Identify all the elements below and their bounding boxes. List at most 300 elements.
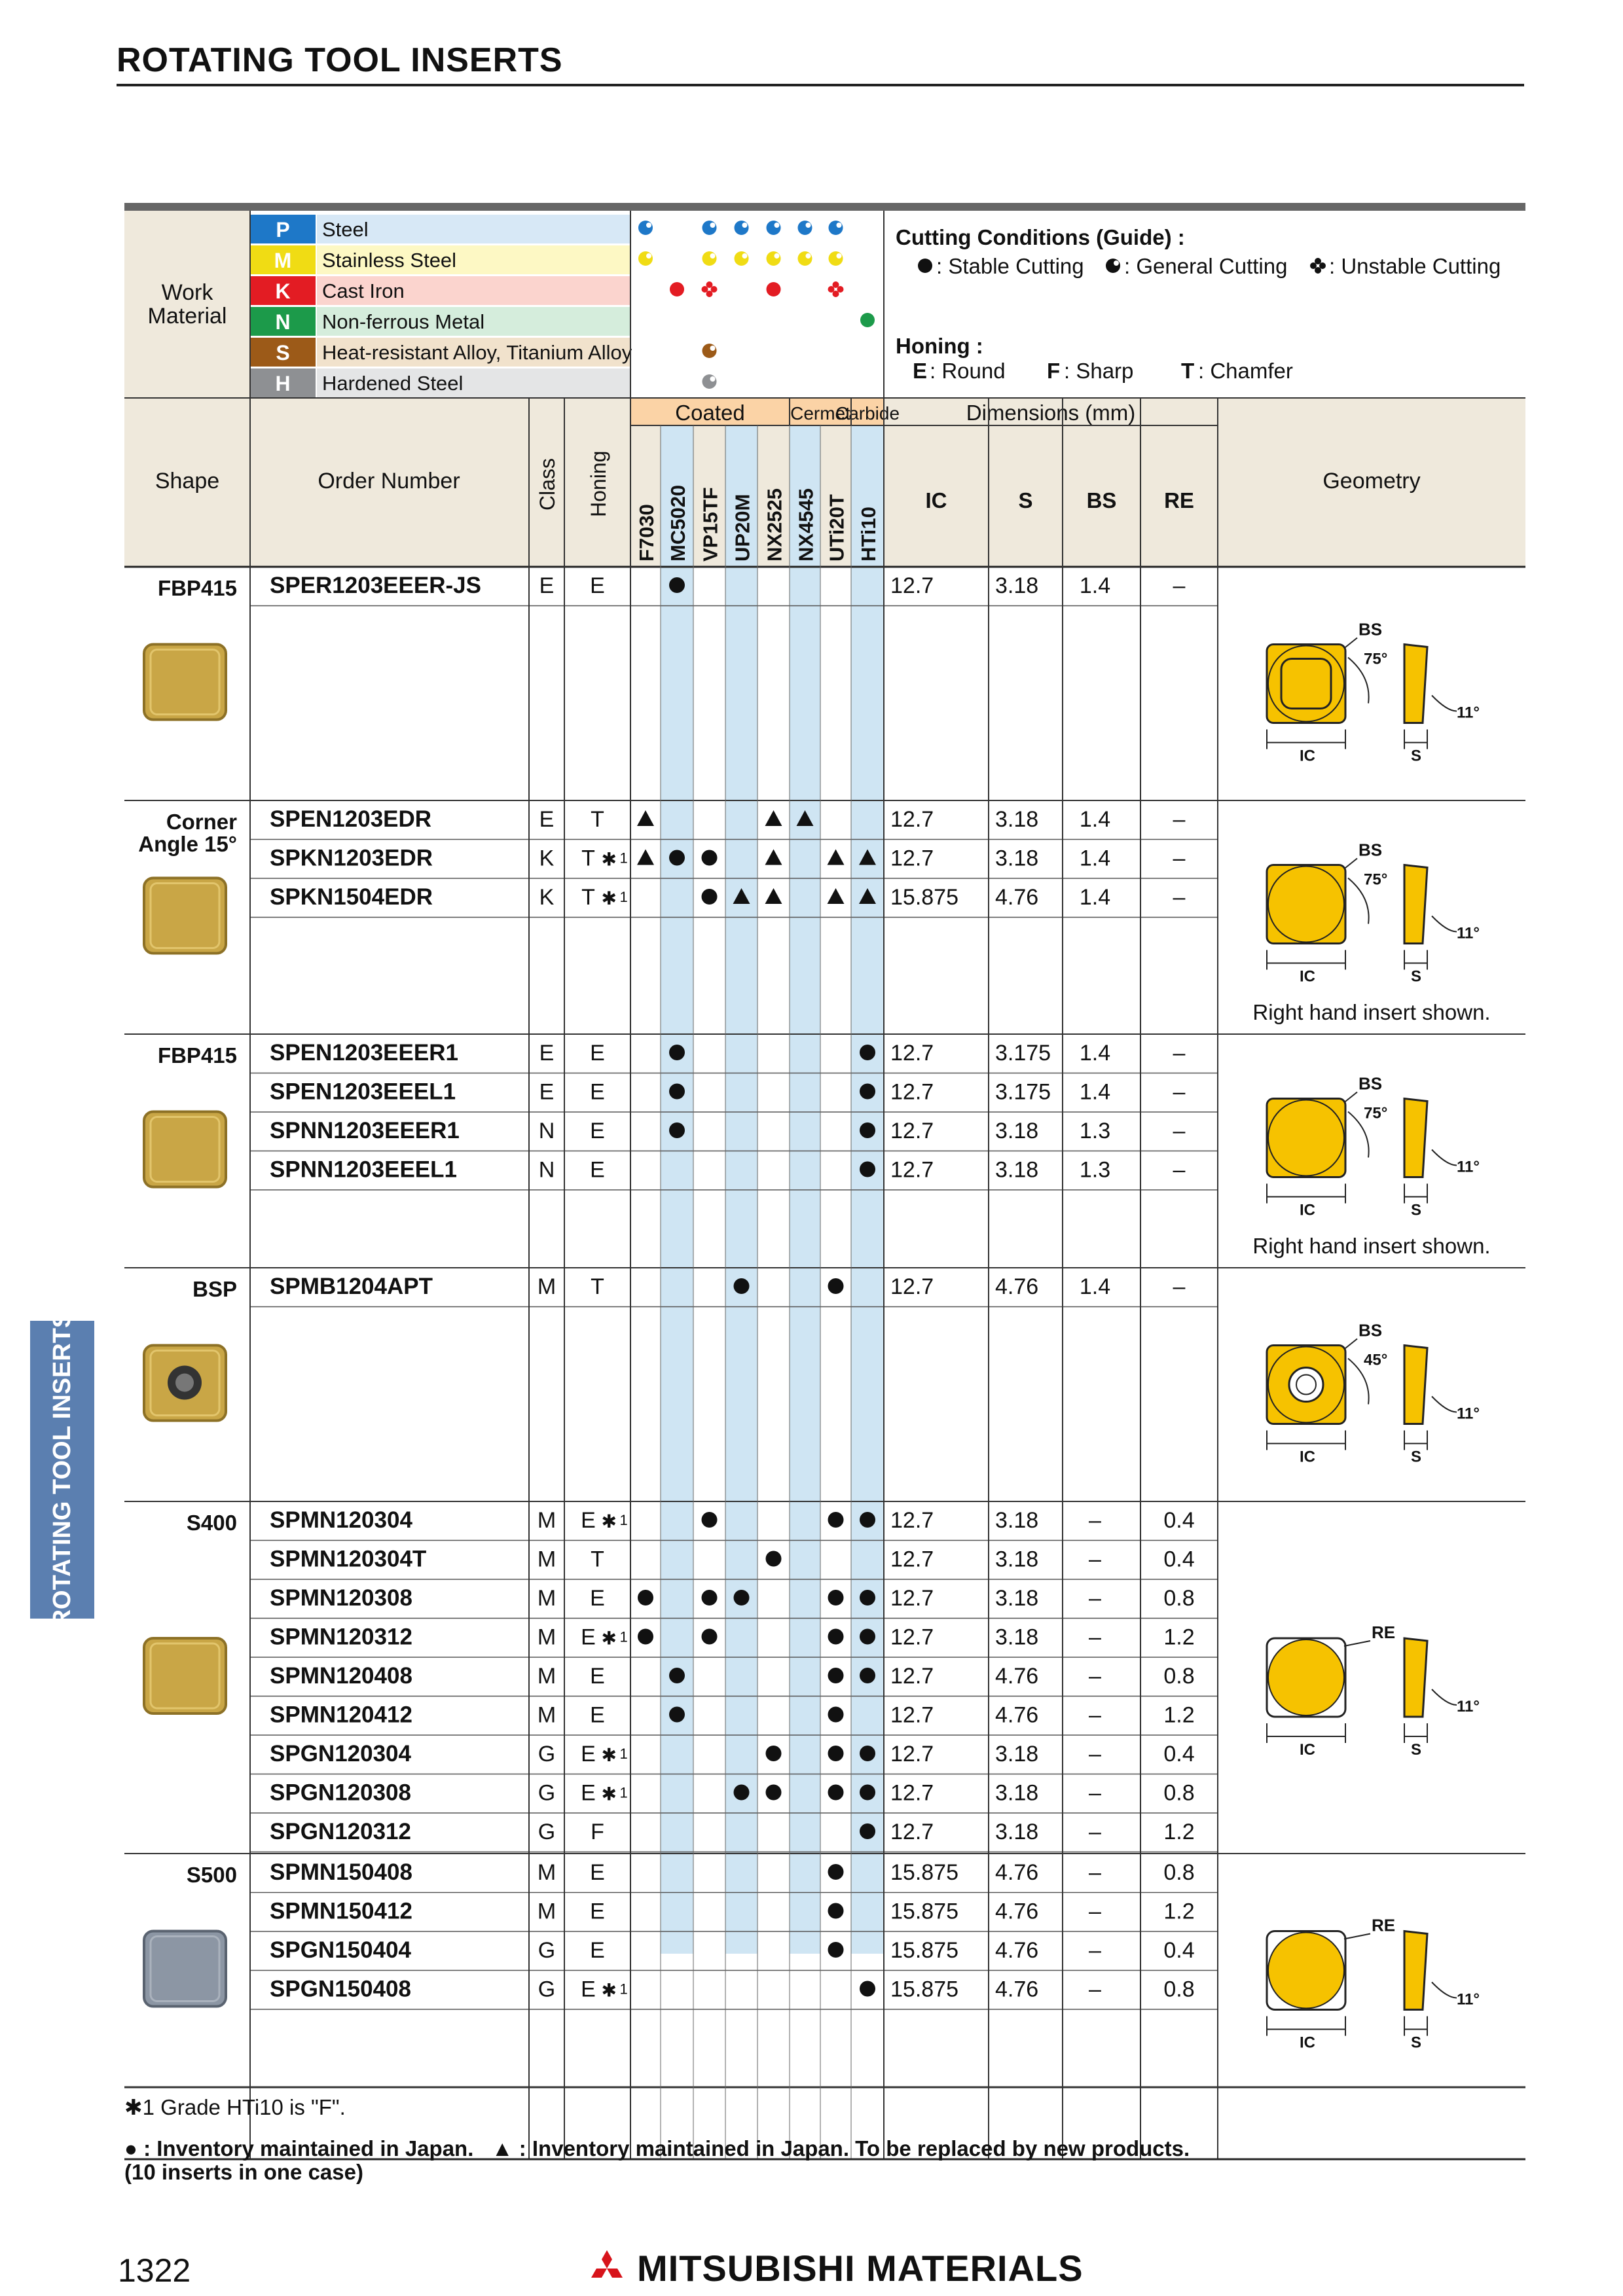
honing-value: E xyxy=(581,1780,596,1806)
asterisk-icon: ✱ xyxy=(601,888,617,908)
stable-mark xyxy=(860,313,875,327)
dim-bs: – xyxy=(1089,1547,1101,1572)
cutting-conditions-title: Cutting Conditions (Guide) : xyxy=(896,225,1185,249)
geometry-drawing xyxy=(1267,840,1480,986)
dim-s: 4.76 xyxy=(995,1664,1039,1689)
header-honing: Honing xyxy=(587,450,610,517)
shape-name: BSP xyxy=(192,1277,237,1301)
dim-re: – xyxy=(1173,807,1186,832)
mitsubishi-logo-icon xyxy=(586,2250,628,2287)
general-mark xyxy=(735,251,749,266)
stock-dot xyxy=(860,1668,875,1683)
dim-ic: 12.7 xyxy=(890,1274,934,1299)
honing-value: E xyxy=(590,1899,605,1924)
stock-dot xyxy=(766,1785,782,1801)
dim-s: 3.18 xyxy=(995,573,1039,598)
material-code: S xyxy=(276,341,290,365)
stock-dot xyxy=(766,1551,782,1567)
dim-bs: 1.4 xyxy=(1079,1274,1111,1299)
header-s: S xyxy=(1018,488,1033,512)
material-name: Non-ferrous Metal xyxy=(322,310,485,333)
shape-name: Angle 15° xyxy=(138,832,237,856)
class-value: E xyxy=(539,573,555,598)
header-coated: Coated xyxy=(675,401,745,425)
dim-re: – xyxy=(1173,1157,1186,1183)
side-tab-label: ROTATING TOOL INSERTS xyxy=(48,1311,76,1628)
stock-dot xyxy=(860,1823,875,1839)
dim-s: 3.18 xyxy=(995,846,1039,871)
stock-dot xyxy=(860,1629,875,1645)
dim-s: 3.175 xyxy=(995,1079,1051,1105)
honing-value: E xyxy=(581,1624,596,1650)
side-tab xyxy=(30,1311,94,1628)
honing-value: E xyxy=(581,1977,596,2002)
dim-bs: – xyxy=(1089,1702,1101,1728)
general-mark xyxy=(767,251,781,266)
dim-ic: 12.7 xyxy=(890,1664,934,1689)
geo-outline xyxy=(1267,645,1345,723)
dim-ic: 12.7 xyxy=(890,1119,934,1143)
dim-bs: – xyxy=(1089,1586,1101,1611)
stock-dot xyxy=(860,1981,875,1997)
footnote-case-text: (10 inserts in one case) xyxy=(124,2160,363,2184)
stock-dot xyxy=(702,1512,718,1528)
order-number: SPMN150408 xyxy=(270,1859,412,1885)
insert-photo xyxy=(144,1112,226,1187)
general-mark xyxy=(829,221,843,235)
header-grade: UP20M xyxy=(731,493,754,562)
stock-dot xyxy=(702,889,718,905)
stock-dot xyxy=(669,577,685,593)
geo-label-bs: BS xyxy=(1359,1320,1383,1340)
unstable-legend: : Unstable Cutting xyxy=(1329,254,1501,278)
stock-dot xyxy=(669,850,685,866)
class-value: M xyxy=(537,1547,556,1572)
geo-label-ic: IC xyxy=(1300,967,1315,986)
stock-dot xyxy=(669,1045,685,1060)
geo-side-view xyxy=(1404,1099,1427,1177)
work-material-label: Work xyxy=(161,280,213,305)
geo-label-s: S xyxy=(1411,1201,1422,1219)
order-number: SPMN120304 xyxy=(270,1507,412,1533)
stock-dot xyxy=(702,850,718,866)
general-mark-notch xyxy=(775,253,780,259)
material-name: Cast Iron xyxy=(322,279,405,302)
dim-s: 4.76 xyxy=(995,1899,1039,1924)
stock-dot xyxy=(734,1785,750,1801)
dim-re: 0.8 xyxy=(1163,1977,1195,2002)
honing-value: T xyxy=(591,807,604,832)
asterisk-icon: ✱ xyxy=(601,1511,617,1532)
geometry-drawing xyxy=(1267,1623,1480,1759)
class-value: G xyxy=(538,1742,556,1767)
general-mark xyxy=(798,251,812,266)
honing-key: F xyxy=(1047,359,1061,383)
geo-clearance-angle: 11° xyxy=(1457,1405,1480,1423)
honing-value: T xyxy=(591,1547,604,1572)
footnote-inventory xyxy=(124,2137,1190,2184)
grade-stripe xyxy=(851,432,884,1954)
geo-leader xyxy=(1344,859,1357,869)
geo-label-re: RE xyxy=(1372,1915,1396,1935)
class-value: N xyxy=(538,1157,555,1183)
class-value: K xyxy=(539,846,555,871)
asterisk-icon: ✱ xyxy=(124,2095,143,2119)
geo-leader xyxy=(1344,1934,1370,1939)
geo-leader xyxy=(1344,638,1357,649)
dim-re: – xyxy=(1173,1274,1186,1299)
geometry-drawing xyxy=(1267,620,1480,765)
dim-ic: 12.7 xyxy=(890,1702,934,1728)
general-mark-notch xyxy=(806,223,811,228)
class-value: G xyxy=(538,1938,556,1963)
stock-dot xyxy=(828,1512,844,1528)
dim-ic: 15.875 xyxy=(890,1938,958,1963)
class-value: G xyxy=(538,1977,556,2002)
honing-value: E xyxy=(581,1742,596,1767)
order-number: SPMB1204APT xyxy=(270,1274,433,1299)
asterisk-icon: ✱ xyxy=(601,1628,617,1649)
general-mark xyxy=(638,251,653,266)
asterisk-icon: ✱ xyxy=(601,1745,617,1765)
geo-leader xyxy=(1344,1339,1357,1350)
stock-dot xyxy=(638,1590,653,1605)
dim-s: 4.76 xyxy=(995,1860,1039,1885)
geo-label-bs: BS xyxy=(1359,840,1383,860)
geo-label-s: S xyxy=(1411,2034,1422,2052)
class-value: E xyxy=(539,1041,555,1066)
geo-leader xyxy=(1344,1092,1357,1103)
page-number: 1322 xyxy=(118,2252,191,2289)
general-mark xyxy=(702,221,717,235)
asterisk-number: 1 xyxy=(619,850,628,867)
dim-ic: 15.875 xyxy=(890,1899,958,1924)
insert-photo xyxy=(144,645,226,720)
geo-outline xyxy=(1267,865,1345,944)
header-grade: HTi10 xyxy=(857,507,880,562)
stock-dot xyxy=(669,1084,685,1100)
footnote-grade-text: 1 Grade HTi10 is "F". xyxy=(142,2095,346,2119)
triangle-icon: ▲ xyxy=(491,2136,513,2161)
dim-re: 1.2 xyxy=(1163,1820,1195,1844)
dim-ic: 12.7 xyxy=(890,846,934,871)
class-value: M xyxy=(537,1702,556,1728)
geo-outline xyxy=(1267,1099,1345,1177)
geo-clearance-arc xyxy=(1432,1689,1457,1705)
dim-bs: – xyxy=(1089,1938,1101,1963)
shape-name: S500 xyxy=(186,1863,237,1887)
honing-value: E xyxy=(590,1157,605,1183)
order-number: SPNN1203EEEL1 xyxy=(270,1157,457,1183)
honing-value: T xyxy=(581,846,595,871)
brand-logo xyxy=(586,2247,1084,2289)
geo-label-bs: BS xyxy=(1359,619,1383,639)
order-number: SPEN1203EDR xyxy=(270,806,432,832)
stable-mark xyxy=(767,282,781,296)
stock-dot xyxy=(828,1903,844,1919)
geometry-note: Right hand insert shown. xyxy=(1252,1000,1491,1024)
dim-bs: 1.4 xyxy=(1079,573,1111,598)
insert-photo-body xyxy=(144,1112,226,1187)
general-mark-notch xyxy=(837,253,842,259)
stock-dot xyxy=(828,1942,844,1958)
order-number: SPGN120304 xyxy=(270,1741,411,1767)
brand-name: MITSUBISHI MATERIALS xyxy=(637,2248,1084,2289)
order-number: SPMN120304T xyxy=(270,1546,427,1572)
geo-clearance-angle: 11° xyxy=(1457,924,1480,942)
dim-re: 1.2 xyxy=(1163,1702,1195,1728)
geo-label-s: S xyxy=(1411,1741,1422,1759)
dim-bs: – xyxy=(1089,1780,1101,1806)
honing-value: E xyxy=(590,1079,605,1105)
stock-dot xyxy=(828,1668,844,1683)
order-number: SPMN120408 xyxy=(270,1663,412,1689)
class-value: M xyxy=(537,1586,556,1611)
unstable-dot xyxy=(828,286,835,293)
stock-dot xyxy=(828,1707,844,1723)
geo-side-view xyxy=(1404,1931,1427,2010)
dim-bs: – xyxy=(1089,1977,1101,2002)
honing-value: E xyxy=(590,1860,605,1885)
shape-name: S400 xyxy=(186,1511,237,1535)
general-mark xyxy=(638,221,653,235)
geo-ic-circle xyxy=(1268,1933,1344,2009)
material-code: P xyxy=(276,218,290,242)
honing-value: E xyxy=(590,1119,605,1143)
insert-photo-body xyxy=(144,1931,226,2007)
dim-bs: – xyxy=(1089,1899,1101,1924)
honing-title: Honing : xyxy=(896,334,983,358)
header-shape: Shape xyxy=(155,469,220,493)
dim-s: 3.18 xyxy=(995,1547,1039,1572)
honing-value: E xyxy=(590,1586,605,1611)
geo-clearance-angle: 11° xyxy=(1457,1990,1480,2009)
header-grade: F7030 xyxy=(635,504,658,562)
dim-s: 3.18 xyxy=(995,807,1039,832)
geo-ic-circle xyxy=(1268,1640,1344,1715)
dim-ic: 12.7 xyxy=(890,573,934,598)
class-value: N xyxy=(538,1119,555,1143)
order-number: SPGN150408 xyxy=(270,1976,411,2002)
stock-triangle xyxy=(637,850,654,865)
geo-side-view xyxy=(1404,1638,1427,1717)
stock-dot xyxy=(734,1278,750,1294)
dim-re: – xyxy=(1173,1079,1186,1105)
header-bs: BS xyxy=(1086,488,1117,512)
geo-clearance-arc xyxy=(1432,696,1457,711)
dim-bs: – xyxy=(1089,1624,1101,1650)
dim-s: 3.18 xyxy=(995,1119,1039,1143)
honing-value: E xyxy=(590,573,605,598)
dim-re: – xyxy=(1173,1119,1186,1143)
stock-dot xyxy=(860,1122,875,1138)
order-number: SPGN120312 xyxy=(270,1819,411,1844)
footnote-dot-text: : Inventory maintained in Japan. xyxy=(143,2136,474,2161)
grade-stripe xyxy=(790,432,820,1954)
general-legend-icon xyxy=(1106,259,1120,273)
dim-re: – xyxy=(1173,846,1186,871)
general-mark-notch xyxy=(742,223,748,228)
stock-dot xyxy=(860,1084,875,1100)
general-mark xyxy=(798,221,812,235)
dim-re: – xyxy=(1173,1041,1186,1066)
dim-s: 4.76 xyxy=(995,1702,1039,1728)
dim-re: 0.4 xyxy=(1163,1742,1195,1767)
unstable-dot xyxy=(702,286,708,293)
dim-re: 0.4 xyxy=(1163,1547,1195,1572)
asterisk-number: 1 xyxy=(619,1628,628,1645)
dim-ic: 12.7 xyxy=(890,1780,934,1806)
stock-triangle xyxy=(828,888,845,904)
stable-mark xyxy=(670,282,684,296)
stock-triangle xyxy=(765,850,782,865)
stock-dot xyxy=(669,1707,685,1723)
grade-stripe xyxy=(725,432,757,1954)
general-mark xyxy=(702,374,717,389)
asterisk-number: 1 xyxy=(619,1746,628,1762)
order-number: SPER1203EEER-JS xyxy=(270,573,481,598)
dim-ic: 12.7 xyxy=(890,1742,934,1767)
page-title: ROTATING TOOL INSERTS xyxy=(117,41,563,79)
asterisk-number: 1 xyxy=(619,1981,628,1998)
stable-legend-icon xyxy=(918,259,932,273)
header-carbide: Carbide xyxy=(835,403,900,423)
dim-ic: 12.7 xyxy=(890,1157,934,1183)
dim-s: 4.76 xyxy=(995,1938,1039,1963)
class-value: M xyxy=(537,1899,556,1924)
dim-ic: 12.7 xyxy=(890,1547,934,1572)
honing-value: : Sharp xyxy=(1064,359,1134,383)
dim-bs: 1.3 xyxy=(1079,1119,1111,1143)
geo-label-ic: IC xyxy=(1300,1201,1315,1219)
material-code: K xyxy=(275,279,291,303)
geo-hole-inner xyxy=(1296,1375,1316,1395)
header-grade: NX4545 xyxy=(794,488,818,562)
dim-bs: – xyxy=(1089,1860,1101,1885)
geo-side-view xyxy=(1404,865,1427,944)
header-order-number: Order Number xyxy=(318,469,460,493)
stock-dot xyxy=(828,1629,844,1645)
geo-label-ic: IC xyxy=(1300,1448,1315,1466)
class-value: E xyxy=(539,807,555,832)
stock-dot xyxy=(860,1512,875,1528)
geo-clearance-arc xyxy=(1432,1982,1457,1998)
dim-ic: 12.7 xyxy=(890,1820,934,1844)
dim-re: – xyxy=(1173,573,1186,598)
dim-ic: 12.7 xyxy=(890,1508,934,1533)
dim-re: 0.8 xyxy=(1163,1664,1195,1689)
general-mark-notch xyxy=(646,223,651,228)
insert-photo xyxy=(144,878,226,954)
dim-ic: 12.7 xyxy=(890,1079,934,1105)
header-cermet: Cermet xyxy=(790,403,850,423)
general-mark-notch xyxy=(710,346,716,351)
order-number: SPMN120308 xyxy=(270,1585,412,1611)
stock-dot xyxy=(860,1045,875,1060)
shape-name: Corner xyxy=(166,810,237,834)
geo-angle: 75° xyxy=(1364,1104,1388,1122)
general-mark xyxy=(735,221,749,235)
stock-triangle xyxy=(765,888,782,904)
dim-s: 3.18 xyxy=(995,1820,1039,1844)
general-mark-notch xyxy=(646,253,651,259)
work-material-label: Material xyxy=(147,304,227,329)
dim-re: – xyxy=(1173,885,1186,910)
general-mark-notch xyxy=(710,376,716,382)
dim-re: 1.2 xyxy=(1163,1899,1195,1924)
dim-ic: 12.7 xyxy=(890,807,934,832)
stock-triangle xyxy=(637,810,654,826)
order-number: SPMN120412 xyxy=(270,1702,412,1728)
stock-dot xyxy=(702,1629,718,1645)
geo-angle: 75° xyxy=(1364,650,1388,668)
dim-bs: 1.4 xyxy=(1079,1079,1111,1105)
unstable-mark xyxy=(828,281,844,297)
insert-photo xyxy=(144,1931,226,2007)
dim-s: 3.18 xyxy=(995,1742,1039,1767)
header-grade: UTi20T xyxy=(825,494,848,562)
honing-value: E xyxy=(581,1508,596,1533)
material-name: Steel xyxy=(322,218,369,241)
asterisk-number: 1 xyxy=(619,1512,628,1528)
stock-dot xyxy=(828,1278,844,1294)
geo-label-s: S xyxy=(1411,1448,1422,1466)
class-value: E xyxy=(539,1079,555,1105)
dim-s: 3.18 xyxy=(995,1157,1039,1183)
material-name: Heat-resistant Alloy, Titanium Alloy xyxy=(322,341,632,364)
general-mark-notch xyxy=(775,223,780,228)
class-value: M xyxy=(537,1624,556,1650)
dim-re: 0.4 xyxy=(1163,1508,1195,1533)
geo-label-s: S xyxy=(1411,747,1422,765)
header-class: Class xyxy=(536,457,559,511)
header-dimensions: Dimensions (mm) xyxy=(966,401,1136,425)
geo-angle: 75° xyxy=(1364,870,1388,889)
stock-dot xyxy=(766,1746,782,1761)
dim-re: 0.8 xyxy=(1163,1586,1195,1611)
header-bg xyxy=(124,211,250,567)
general-mark xyxy=(829,251,843,266)
stock-dot xyxy=(669,1668,685,1683)
geo-clearance-angle: 11° xyxy=(1457,1158,1480,1176)
geo-angle: 45° xyxy=(1364,1351,1388,1369)
header-ic: IC xyxy=(925,488,947,512)
order-number: SPGN120308 xyxy=(270,1780,411,1806)
geo-leader xyxy=(1344,1641,1370,1646)
class-value: K xyxy=(539,885,555,910)
stock-dot xyxy=(860,1590,875,1605)
honing-value: E xyxy=(590,1041,605,1066)
geo-label-ic: IC xyxy=(1300,2034,1315,2052)
filled-circle-icon: ● xyxy=(124,2136,137,2161)
material-name: Stainless Steel xyxy=(322,249,457,272)
honing-value: : Chamfer xyxy=(1198,359,1293,383)
order-number: SPEN1203EEER1 xyxy=(270,1040,458,1066)
dim-bs: 1.4 xyxy=(1079,885,1111,910)
dim-bs: – xyxy=(1089,1508,1101,1533)
geo-label-bs: BS xyxy=(1359,1073,1383,1094)
dim-bs: – xyxy=(1089,1742,1101,1767)
general-mark xyxy=(702,251,717,266)
shape-name: FBP415 xyxy=(157,1043,237,1067)
header-geometry: Geometry xyxy=(1322,469,1421,493)
order-number: SPNN1203EEER1 xyxy=(270,1118,460,1143)
asterisk-icon: ✱ xyxy=(601,1784,617,1804)
general-mark xyxy=(702,344,717,358)
footnote-grade xyxy=(124,2094,346,2120)
stock-dot xyxy=(828,1785,844,1801)
geo-clearance-arc xyxy=(1432,1150,1457,1166)
